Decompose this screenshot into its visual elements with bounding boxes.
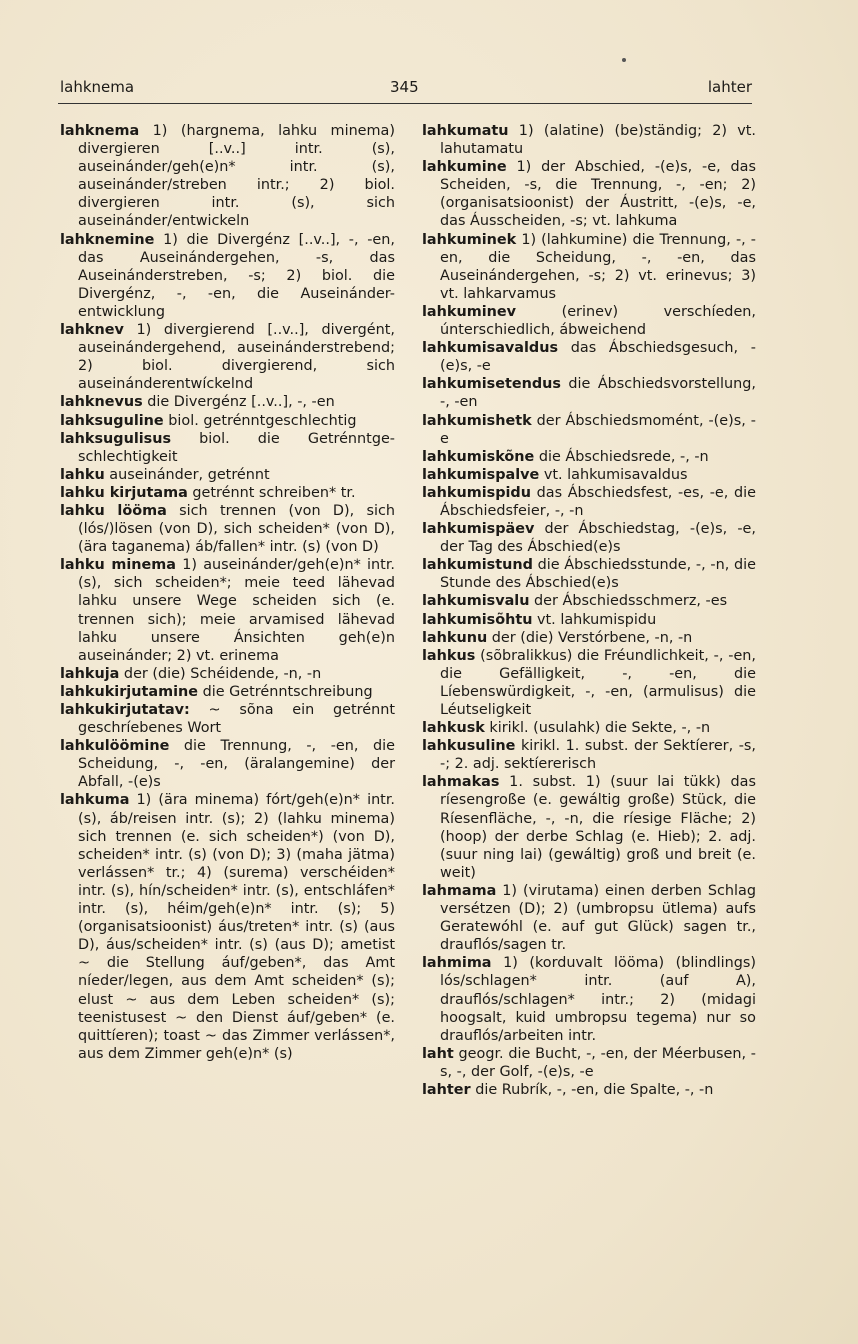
entry-headword: lahmakas — [422, 774, 500, 791]
dictionary-entry — [60, 791, 395, 1062]
entry-headword: lahmama — [422, 882, 497, 899]
entry-definition: 1) (ära minema) fórt/geh(e)n* intr. (s), áb/reisen intr. (s); 2) (lahku minema) sich trennen (e. sich scheiden*) (von D), scheiden* intr. (s) (von D); 3) (maha jätma) verlássen* tr.; 4) (surema) verschéiden* intr. (s), hín/scheiden* intr. (s), entschláfen* intr. (s), héim/geh(e)n* intr. (s); 5) (organisatsioonist) áus/treten* intr. (s) (aus D), áus/scheiden* intr. (s) (aus D); ametist ~ die Stellung áuf/geben*, das Amt níeder/legen, aus dem Amt scheiden* (s); elust ~ aus dem Leben scheiden* (s); teenistusest ~ den Dienst áuf/geben* (e. quittíeren); toast ~ das Zimmer verlássen*, aus dem Zimmer geh(e)n* (s) — [78, 792, 395, 1062]
dictionary-entry — [422, 1081, 756, 1099]
dictionary-entry — [60, 321, 395, 393]
dictionary-entry — [422, 484, 756, 520]
dictionary-entry — [422, 592, 756, 610]
entry-headword: lahkulöömine — [60, 738, 170, 755]
dictionary-entry — [422, 122, 756, 158]
entry-headword: lahkumishetk — [422, 412, 532, 429]
entry-headword: laht — [422, 1045, 454, 1062]
dictionary-entry — [60, 122, 395, 231]
dictionary-entry — [60, 484, 395, 502]
dictionary-entry — [60, 683, 395, 701]
header-right-guide-word: lahter — [707, 78, 752, 96]
entry-definition: geogr. die Bucht, -, -en, der Méerbusen, -s, -, der Golf, -(e)s, -e — [440, 1045, 756, 1080]
entry-headword: lahkuma — [60, 792, 130, 809]
entry-definition: der Ábschiedstag, -(e)s, -e, der Tag des Ábschied(e)s — [440, 521, 756, 556]
entry-headword: lahkukirjutatav: — [60, 702, 190, 718]
entry-definition: 1) (hargnema, lahku minema) divergieren [..v..] intr. (s), auseinánder/geh(e)n* intr. (s), auseinánder/streben intr.; 2) biol. divergieren intr. (s), sich auseinánder/entwickeln — [78, 123, 395, 230]
entry-headword: lahku lööma — [60, 502, 167, 519]
entry-headword: lahter — [422, 1081, 471, 1098]
entry-definition: vt. lahkumispidu — [532, 611, 657, 628]
dictionary-entry — [60, 412, 395, 430]
entry-headword: lahkukirjutamine — [60, 683, 199, 700]
dictionary-entry — [422, 520, 756, 556]
entry-headword: lahkumispäev — [422, 521, 535, 538]
header-left-guide-word: lahknema — [60, 78, 135, 96]
dictionary-entry — [60, 466, 395, 484]
dictionary-entry — [422, 629, 756, 647]
entry-definition: 1) auseinánder/geh(e)n* intr. (s), sich scheiden*; meie teed lähevad lahku unsere Wege scheiden sich (e. trennen sich); meie arvamised lähevad lahku unsere Ánsichten geh(e)n auseinánder; 2) vt. erinema — [78, 557, 395, 664]
dictionary-entry — [422, 611, 756, 629]
entry-headword: lahkumisetendus — [422, 376, 561, 393]
entry-definition: die Trennung, -, -en, die Scheidung, -, -en, (äralangemine) der Abfall, -(e)s — [78, 738, 395, 791]
entry-definition: die Ábschiedsstunde, -, -n, die Stunde des Ábschied(e)s — [440, 557, 756, 592]
entry-definition: die Rubrík, -, -en, die Spalte, -, -n — [470, 1081, 714, 1098]
entry-definition: der Ábschiedsmomént, -(e)s, -e — [440, 412, 756, 447]
dictionary-entry — [60, 737, 395, 791]
right-column — [422, 122, 756, 1099]
dictionary-entry — [60, 231, 395, 321]
dictionary-entry — [422, 375, 756, 411]
entry-headword: lahknemine — [60, 231, 155, 248]
dictionary-entry — [60, 556, 395, 665]
dictionary-entry — [422, 339, 756, 375]
entry-headword: lahkumistund — [422, 557, 533, 574]
entry-definition: biol. die Getrénntge-schlechtigkeit — [78, 430, 395, 465]
entry-headword: lahkumispidu — [422, 484, 531, 501]
entry-definition: der Ábschiedsschmerz, -es — [529, 593, 728, 610]
entry-headword: lahkumatu — [422, 123, 509, 139]
entry-definition: (sõbralikkus) die Fréundlichkeit, -, -en, die Gefälligkeit, -, -en, die Líebenswürdigkeit, -, -en, (armulisus) die Léutseligkeit — [440, 647, 756, 718]
dictionary-entry — [422, 737, 756, 773]
dictionary-entry — [422, 954, 756, 1044]
entry-definition: 1) (korduvalt lööma) (blindlings) lós/schlagen* intr. (auf A), drauflós/schlagen* intr.; 2) (midagi hoogsalt, kuid umbropsu tegema) nur so drauflós/arbeiten intr. — [440, 955, 756, 1044]
entry-definition: ~ sõna ein getrénnt geschríebenes Wort — [78, 702, 395, 737]
entry-definition: kirikl. 1. subst. der Sektíerer, -s, -; 2. adj. sektíererisch — [440, 738, 756, 773]
entry-definition: getrénnt schreiben* tr. — [187, 484, 356, 501]
entry-definition: die Ábschiedsrede, -, -n — [534, 448, 709, 465]
entry-headword: lahkuja — [60, 665, 120, 682]
entry-headword: lahkumine — [422, 159, 507, 176]
dictionary-entry — [60, 701, 395, 737]
entry-definition: (erinev) verschíeden, únterschiedlich, ábweichend — [440, 303, 756, 339]
page-header — [60, 78, 752, 102]
entry-headword: lahkumiskõne — [422, 448, 535, 465]
entry-headword: lahknevus — [60, 394, 143, 411]
entry-definition: vt. lahkumisavaldus — [539, 466, 688, 483]
entry-headword: lahkumisvalu — [422, 593, 530, 610]
dictionary-entry — [422, 448, 756, 466]
entry-headword: lahkunu — [422, 629, 488, 646]
entry-definition: sich trennen (von D), sich (lós/)lösen (von D), sich scheiden* (von D), (ära taganema) áb/fallen* intr. (s) (von D) — [78, 502, 395, 556]
dictionary-entry — [422, 1045, 756, 1081]
dictionary-entry — [422, 158, 756, 230]
entry-headword: lahknev — [60, 322, 124, 339]
entry-headword: lahkuminev — [422, 303, 517, 320]
entry-definition: die Getrénntschreibung — [198, 683, 373, 700]
entry-definition: 1) (alatine) (be)ständig; 2) vt. lahutamatu — [440, 123, 756, 158]
dictionary-entry — [422, 556, 756, 592]
entry-definition: kirikl. (usulahk) die Sekte, -, -n — [484, 720, 711, 737]
entry-headword: lahku — [60, 466, 105, 483]
entry-headword: lahkumispalve — [422, 466, 540, 483]
entry-definition: 1) divergierend [..v..], divergént, auseinándergehend, auseinánderstrebend; 2) biol. divergierend, sich auseinánderentwíckelnd — [78, 322, 395, 393]
entry-definition: das Ábschiedsgesuch, -(e)s, -e — [440, 340, 756, 375]
dictionary-entry — [422, 303, 756, 339]
dictionary-entry — [422, 466, 756, 484]
entry-headword: lahkumisavaldus — [422, 340, 559, 357]
header-rule — [58, 103, 752, 104]
entry-definition: 1) (lahkumine) die Trennung, -, -en, die Scheidung, -, -en, das Auseinándergehen, -s; 2) vt. erinevus; 3) vt. lahkarvamus — [440, 231, 756, 302]
entry-headword: lahkus — [422, 647, 476, 664]
entry-definition: der (die) Verstórbene, -n, -n — [487, 629, 693, 646]
entry-definition: auseinánder, getrénnt — [104, 466, 270, 483]
entry-headword: lahkusuline — [422, 738, 516, 755]
entry-headword: lahksugulisus — [60, 430, 172, 447]
entry-headword: lahkumisõhtu — [422, 611, 533, 628]
entry-headword: lahknema — [60, 123, 140, 139]
dictionary-entry — [422, 647, 756, 719]
entry-headword: lahmima — [422, 955, 492, 972]
print-dot — [622, 58, 626, 62]
entry-definition: 1) die Divergénz [..v..], -, -en, das Auseinándergehen, -s, das Auseinánderstreben, -s; 2) biol. die Divergénz, -, -en, die Auseinánder-entwicklung — [78, 231, 395, 320]
left-column — [60, 122, 395, 1063]
entry-definition: das Ábschiedsfest, -es, -e, die Ábschiedsfeier, -, -n — [440, 484, 756, 519]
entry-headword: lahksuguline — [60, 412, 164, 429]
page-number: 345 — [390, 78, 419, 96]
entry-headword: lahku kirjutama — [60, 484, 188, 501]
entry-definition: 1) (virutama) einen derben Schlag versétzen (D); 2) (umbropsu ütlema) aufs Geratewóhl (e. auf gut Glück) sagen tr., drauflós/sagen tr. — [440, 882, 756, 954]
dictionary-entry — [422, 231, 756, 303]
dictionary-entry — [60, 665, 395, 683]
dictionary-entry — [422, 882, 756, 954]
entry-headword: lahku minema — [60, 557, 177, 574]
dictionary-entry — [60, 502, 395, 556]
entry-definition: der (die) Schéidende, -n, -n — [119, 665, 322, 682]
entry-definition: die Divergénz [..v..], -, -en — [142, 394, 335, 411]
dictionary-entry — [422, 773, 756, 882]
entry-headword: lahkuminek — [422, 231, 517, 248]
dictionary-entry — [422, 719, 756, 737]
entry-definition: biol. getrénntgeschlechtig — [163, 412, 357, 429]
entry-definition: 1. subst. 1) (suur lai tükk) das ríesengroße (e. gewáltig große) Stück, die Ríesenfläche, -, -n, die ríesige Fläche; 2) (hoop) der derbe Schlag (e. Hieb); 2. adj. (suur ning lai) (gewáltig) groß und breit (e. weit) — [440, 774, 756, 881]
entry-headword: lahkusk — [422, 720, 485, 737]
dictionary-entry — [60, 393, 395, 411]
dictionary-entry — [60, 430, 395, 466]
entry-definition: die Ábschiedsvorstellung, -, -en — [440, 376, 756, 411]
dictionary-entry — [422, 412, 756, 448]
entry-definition: 1) der Abschied, -(e)s, -e, das Scheiden, -s, die Trennung, -, -en; 2) (organisatsioonist) der Áustritt, -(e)s, -e, das Áusscheiden, -s; vt. lahkuma — [440, 159, 756, 230]
